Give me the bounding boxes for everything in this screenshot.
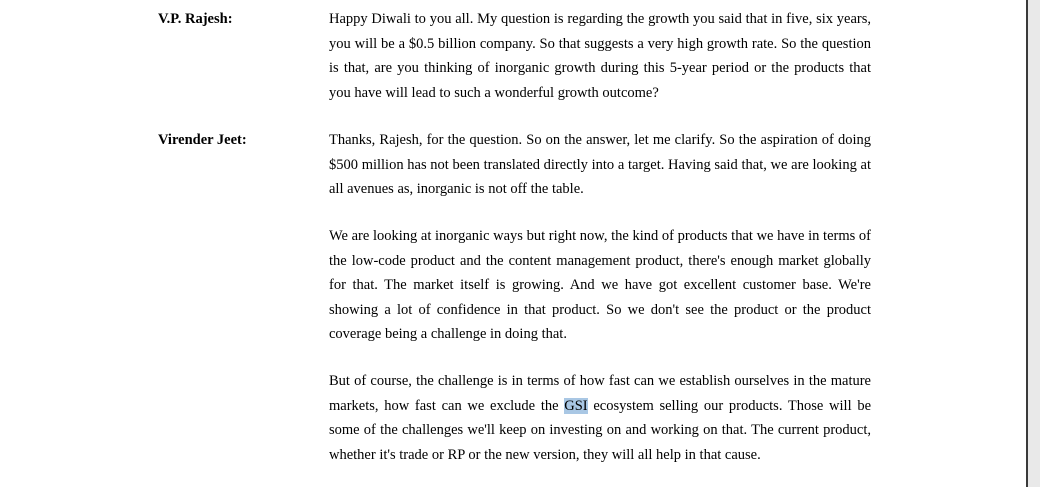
answer-paragraph-1[interactable]: Thanks, Rajesh, for the question. So on the answer, let me clarify. So the aspiration of doing $500 million has not been translated directly into a target. Having said that, we are looking at all avenues as, inorganic is not off the table. (329, 132, 871, 197)
selected-text-highlight[interactable]: GSI (564, 397, 588, 414)
speaker-name: Virender Jeet: (158, 132, 247, 148)
answer-paragraph-3[interactable] (329, 369, 871, 467)
text-run: But of course, the challenge is in terms of how fast can we establish ourselves in the mature markets, how fast can we exclude the (329, 373, 871, 414)
question-paragraph[interactable]: Happy Diwali to you all. My question is regarding the growth you said that in five, six years, you will be a $0.5 billion company. So that suggests a very high growth rate. So the question is that, are you thinking of inorganic growth during this 5-year period or the products that you have will lead to such a wonderful growth outcome? (329, 11, 871, 101)
answer-paragraph-2[interactable]: We are looking at inorganic ways but right now, the kind of products that we have in terms of the low-code product and the content management product, there's enough market globally for that. The market itself is growing. And we have got excellent customer base. We're showing a lot of confidence in that product. So we don't see the product or the product coverage being a challenge in doing that. (329, 228, 871, 342)
text-run: ecosystem selling our products. Those will be some of the challenges we'll keep on investing on and working on that. The current product, whether it's trade or RP or the new version, they will all help in that cause. (329, 397, 872, 463)
page-edge-border (1026, 0, 1028, 487)
speaker-name: V.P. Rajesh: (158, 11, 233, 27)
